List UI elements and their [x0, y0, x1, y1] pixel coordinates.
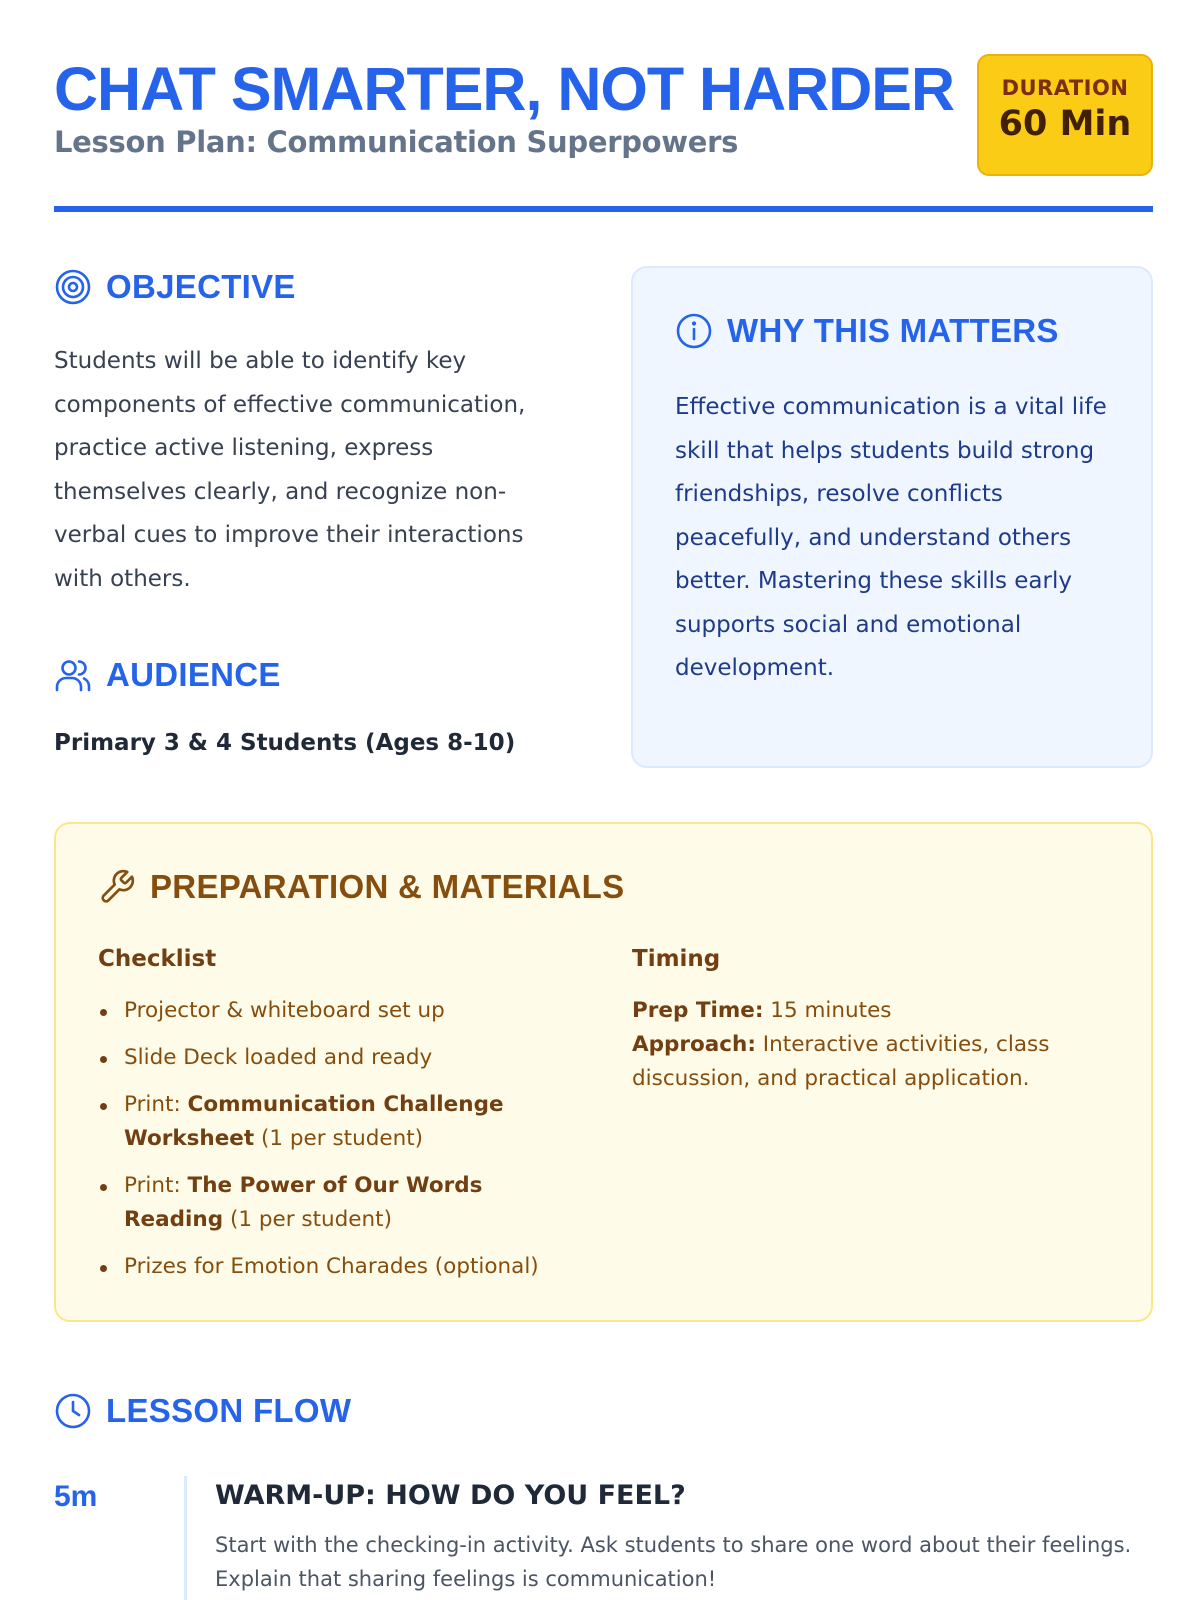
objective-heading [54, 268, 296, 306]
step-title: WARM-UP: HOW DO YOU FEEL? [215, 1480, 686, 1511]
header-divider [54, 206, 1153, 212]
wrench-icon [98, 868, 136, 906]
timing-details [632, 994, 1072, 1096]
list-item: Projector & whiteboard set up [98, 994, 568, 1028]
target-icon [54, 268, 92, 306]
list-item: Slide Deck loaded and ready [98, 1041, 568, 1075]
audience-heading [54, 656, 281, 694]
users-icon [54, 656, 92, 694]
audience-heading-label: AUDIENCE [106, 656, 281, 693]
list-item: Print: Communication Challenge Worksheet (1 per student) [98, 1088, 568, 1156]
why-heading [675, 312, 1059, 350]
checklist-heading: Checklist [98, 946, 217, 972]
duration-value: 60 Min [998, 104, 1132, 144]
step-duration: 5m [54, 1480, 98, 1513]
timing-heading: Timing [632, 946, 721, 972]
list-item: Print: The Power of Our Words Reading (1 per student) [98, 1169, 568, 1237]
audience-text: Primary 3 & 4 Students (Ages 8-10) [54, 730, 516, 756]
duration-badge [977, 54, 1153, 176]
prep-time: Prep Time: 15 minutes [632, 998, 892, 1023]
why-heading-label: WHY THIS MATTERS [727, 312, 1059, 349]
header [54, 52, 1153, 212]
lesson-step [54, 1476, 1153, 1600]
checklist [98, 994, 568, 1297]
lesson-flow-heading-label: LESSON FLOW [106, 1392, 352, 1429]
step-description: Start with the checking-in activity. Ask students to share one word about their feelings. Explain that sharing feelings is communication! [215, 1533, 1132, 1591]
objective-text: Students will be able to identify key components of effective communication, practice active listening, express themselves clearly, and recognize non-verbal cues to improve their interactions with others. [54, 348, 526, 592]
preparation-heading-label: PREPARATION & MATERIALS [150, 868, 625, 905]
info-icon [675, 312, 713, 350]
approach: Approach: Interactive activities, class discussion, and practical application. [632, 1032, 1050, 1091]
preparation-card [54, 822, 1153, 1322]
page-subtitle: Lesson Plan: Communication Superpowers [54, 125, 739, 159]
page-title: CHAT SMARTER, NOT HARDER [54, 55, 954, 123]
preparation-heading [98, 868, 624, 906]
objective-heading-label: OBJECTIVE [106, 268, 296, 305]
list-item: Prizes for Emotion Charades (optional) [98, 1250, 568, 1284]
timeline-line [184, 1476, 187, 1600]
why-text: Effective communication is a vital life skill that helps students build strong friendships, resolve conflicts peacefully, and understand others better. Mastering these skills early supports social and emotional development. [675, 394, 1107, 681]
why-this-matters-card [631, 266, 1153, 768]
lesson-flow-heading [54, 1392, 351, 1430]
duration-label: DURATION [1001, 76, 1129, 100]
clock-icon [54, 1392, 92, 1430]
